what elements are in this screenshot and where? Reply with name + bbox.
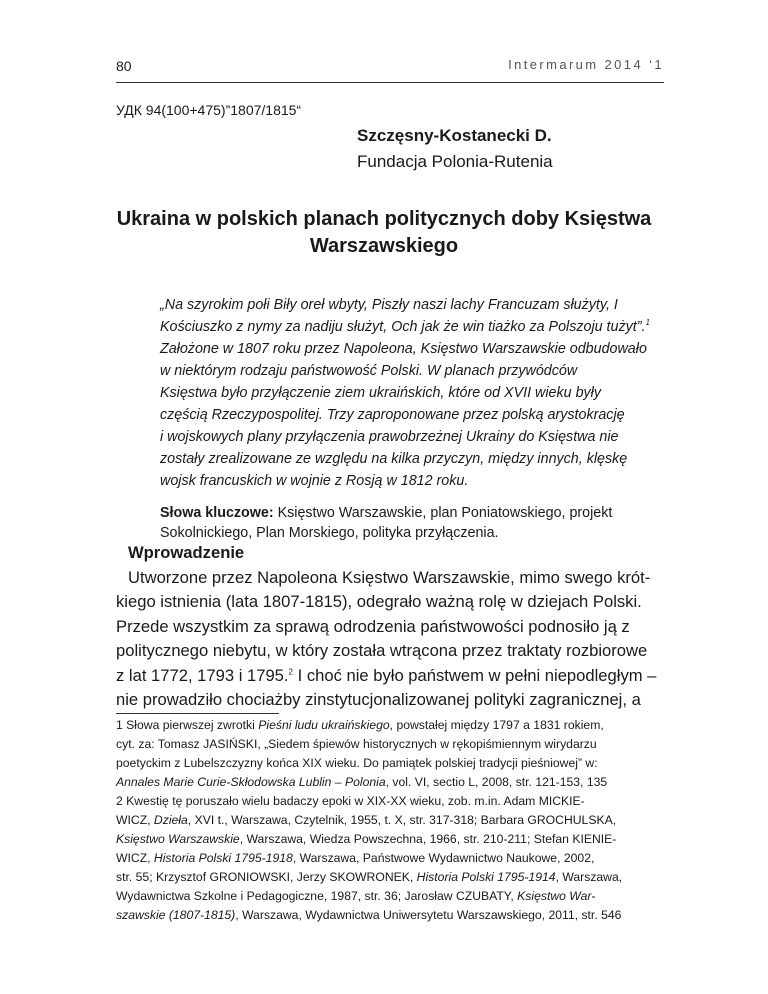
footnote-title: szawskie (1807-1815) [116, 908, 236, 922]
article-title [100, 206, 668, 260]
body-line: Utworzone przez Napoleona Księstwo Warszawskie, mimo swego krót- [128, 567, 651, 587]
footnote-line [116, 773, 664, 792]
title-line: Ukraina w polskich planach politycznych doby Księstwa [116, 208, 652, 230]
author-affiliation: Fundacja Polonia-Rutenia [357, 152, 553, 171]
footnote-line: cyt. za: Tomasz JASIŃSKI, „Siedem śpiewów historycznych w rękopiśmiennym wirydarzu [116, 737, 597, 751]
abstract-line: częścią Rzeczypospolitej. Trzy zaproponowane przez polską arystokrację [160, 407, 625, 423]
body-line: kiego istnienia (lata 1807-1815), odegrało ważną rolę w dziejach Polski. [116, 592, 642, 611]
footnote-line [116, 868, 664, 887]
body-text: I choć nie było państwem w pełni niepodległym – [292, 665, 657, 685]
footnote-title: Historia Polski 1795-1914 [416, 870, 556, 884]
keywords-line: Sokolnickiego, Plan Morskiego, polityka przyłączenia. [160, 525, 499, 541]
abstract-line: wojsk francuskich w wojnie z Rosją w 1812 roku. [160, 473, 469, 489]
footnote-title: Historia Polski 1795-1918 [153, 851, 293, 865]
footnote-text: WICZ, [116, 813, 154, 827]
abstract-line: w niektórym rodzaju państwowość Polski. W planach przywódców [160, 363, 578, 379]
abstract-text: Kościuszko z nymy za nadiju służyt, Och jak że win tiażko za Polszoju tużyt”. [160, 319, 646, 335]
section-heading: Wprowadzenie [128, 543, 245, 562]
keywords-label: Słowa kluczowe: [160, 505, 274, 521]
udk-code: УДК 94(100+475)”1807/1815“ [116, 102, 302, 118]
keywords [160, 503, 670, 543]
footnote-text: 1 Słowa pierwszej zwrotki [116, 718, 259, 732]
footnote-line: poetyckim z Lubelszczyzny końca XIX wieku. Do pamiątek polskiej tradycji pieśniowej” w: [116, 756, 598, 770]
footnote-text: WICZ, [116, 851, 154, 865]
footnote-line [116, 716, 664, 735]
footnote-title: Księstwo War- [517, 889, 596, 903]
journal-name: Intermarum 2014 ‘1 [508, 57, 664, 72]
footnote-title: Dzieła [153, 813, 188, 827]
abstract-line [160, 316, 670, 338]
footnote-text: , XVI t., Warszawa, Czytelnik, 1955, t. X, str. 317-318; Barbara GROCHULSKA, [187, 813, 617, 827]
abstract-line: zostały zrealizowane ze względu na kilka przyczyn, między innych, klęskę [160, 451, 628, 467]
footnote-divider [116, 713, 279, 714]
footnote-ref[interactable]: 2 [288, 666, 293, 676]
body-section [116, 541, 664, 713]
footnote-text: , powstałej między 1797 a 1831 rokiem, [389, 718, 604, 732]
title-line: Warszawskiego [309, 235, 459, 257]
footnote-line: 2 Kwestię tę poruszało wielu badaczy epoki w XIX-XX wieku, zob. m.in. Adam MICKIE- [116, 794, 585, 808]
running-header [116, 56, 664, 83]
footnote-line [116, 830, 664, 849]
abstract-line: „Na szyrokim połi Biły oreł wbyty, Piszły naszi lachy Francuzam służyty, I [160, 297, 618, 313]
body-line [116, 664, 664, 689]
footnote-text: , vol. VI, sectio L, 2008, str. 121-153, 135 [385, 775, 608, 789]
body-line: nie prowadziło chociażby zinstytucjonalizowanej polityki zagranicznej, a [116, 690, 641, 709]
body-line: politycznego niebytu, w który została wtrącona przez traktaty rozbiorowe [116, 641, 648, 660]
footnote-text: str. 55; Krzysztof GRONIOWSKI, Jerzy SKOWRONEK, [116, 870, 417, 884]
footnote-text: , Warszawa, Państwowe Wydawnictwo Naukowe, 2002, [292, 851, 595, 865]
footnote-text: , Warszawa, Wiedza Powszechna, 1966, str. 210-211; Stefan KIENIE- [239, 832, 617, 846]
footnote-text: Wydawnictwa Szkolne i Pedagogiczne, 1987, str. 36; Jarosław CZUBATY, [116, 889, 518, 903]
footnote-title: Annales Marie Curie-Skłodowska Lublin – Polonia [116, 775, 386, 789]
footnote-ref[interactable]: 1 [645, 318, 650, 328]
footnote-line [116, 906, 664, 925]
abstract-line: Założone w 1807 roku przez Napoleona, Księstwo Warszawskie odbudowało [160, 341, 647, 357]
keywords-line [160, 503, 670, 523]
page-number: 80 [116, 58, 132, 74]
author-name: Szczęsny-Kostanecki D. [357, 126, 552, 145]
abstract-line: Księstwa było przyłączenie ziem ukraińskich, które od XVII wieku były [160, 385, 601, 401]
body-line: Przede wszystkim za sprawą odrodzenia państwowości podnosiło ją z [116, 616, 630, 636]
footnote-line [116, 887, 664, 906]
footnote-line [116, 811, 664, 830]
footnote-line [116, 849, 664, 868]
footnote-text: , Warszawa, Wydawnictwa Uniwersytetu Warszawskiego, 2011, str. 546 [235, 908, 622, 922]
footnote-text: , Warszawa, [555, 870, 623, 884]
abstract-line: i wojskowych plany przyłączenia prawobrzeżnej Ukrainy do Księstwa nie [160, 429, 619, 445]
footnotes [116, 716, 664, 925]
abstract [160, 294, 670, 492]
footnote-title: Księstwo Warszawskie [116, 832, 240, 846]
body-text: z lat 1772, 1793 i 1795. [116, 665, 289, 685]
keywords-text: Księstwo Warszawskie, plan Poniatowskiego, projekt [273, 505, 613, 521]
footnote-title: Pieśni ludu ukraińskiego [258, 718, 390, 732]
